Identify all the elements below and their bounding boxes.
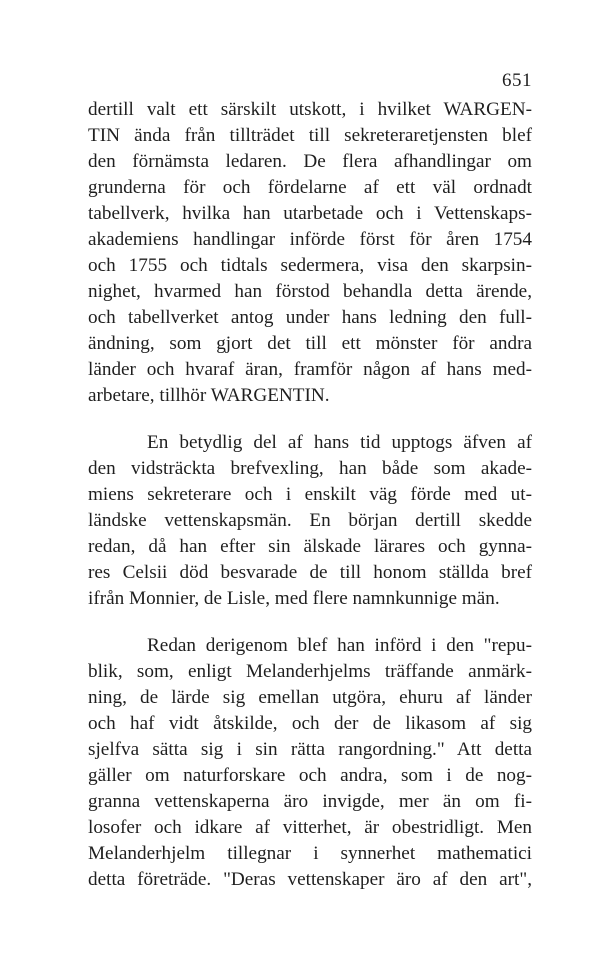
text-line: Redan derigenom blef han införd i den "repu- (147, 635, 532, 656)
text-line: ändning, som gjort det till ett mönster för andra (88, 333, 532, 354)
text-line: nighet, hvarmed han förstod behandla detta ärende, (88, 281, 532, 302)
text-line: res Celsii död besvarade de till honom ställda bref (88, 562, 532, 583)
text-line: och 1755 och tidtals sedermera, visa den skarpsin- (88, 255, 532, 276)
text-line: blik, som, enligt Melanderhjelms träffande anmärk- (88, 661, 532, 682)
text-line: akademiens handlingar införde först för åren 1754 (88, 229, 532, 250)
text-line: arbetare, tillhör WARGENTIN. (88, 385, 330, 406)
text-line: och haf vidt åtskilde, och der de likasom af sig (88, 713, 532, 734)
text-line: redan, då han efter sin älskade lärares och gynna- (88, 536, 532, 557)
text-line: och tabellverket antog under hans ledning den full- (88, 307, 532, 328)
text-line: En betydlig del af hans tid upptogs äfven af (147, 432, 532, 453)
text-line: den vidsträckta brefvexling, han både som akade- (88, 458, 532, 479)
text-line: gäller om naturforskare och andra, som i de nog- (88, 765, 532, 786)
text-line: tabellverk, hvilka han utarbetade och i Vettenskaps- (88, 203, 532, 224)
text-line: sjelfva sätta sig i sin rätta rangordning." Att detta (88, 739, 532, 760)
text-line: den förnämsta ledaren. De flera afhandlingar om (88, 151, 532, 172)
text-line: Melanderhjelm tillegnar i synnerhet mathematici (88, 843, 532, 864)
text-line: länder och hvaraf äran, framför någon af hans med- (88, 359, 532, 380)
text-line: ning, de lärde sig emellan utgöra, ehuru af länder (88, 687, 532, 708)
text-line: detta företräde. "Deras vettenskaper äro af den art", (88, 869, 532, 890)
text-line: dertill valt ett särskilt utskott, i hvilket WARGEN- (88, 99, 532, 120)
text-line: TIN ända från tillträdet till sekreteraretjensten blef (88, 125, 532, 146)
text-line: granna vettenskaperna äro invigde, mer än om fi- (88, 791, 532, 812)
page-number: 651 (502, 70, 532, 91)
text-line: miens sekreterare och i enskilt väg förde med ut- (88, 484, 532, 505)
text-line: grunderna för och fördelarne af ett väl ordnadt (88, 177, 532, 198)
text-line: ländske vettenskapsmän. En början dertill skedde (88, 510, 532, 531)
text-line: ifrån Monnier, de Lisle, med flere namnkunnige män. (88, 588, 500, 609)
text-line: losofer och idkare af vitterhet, är obestridligt. Men (88, 817, 532, 838)
